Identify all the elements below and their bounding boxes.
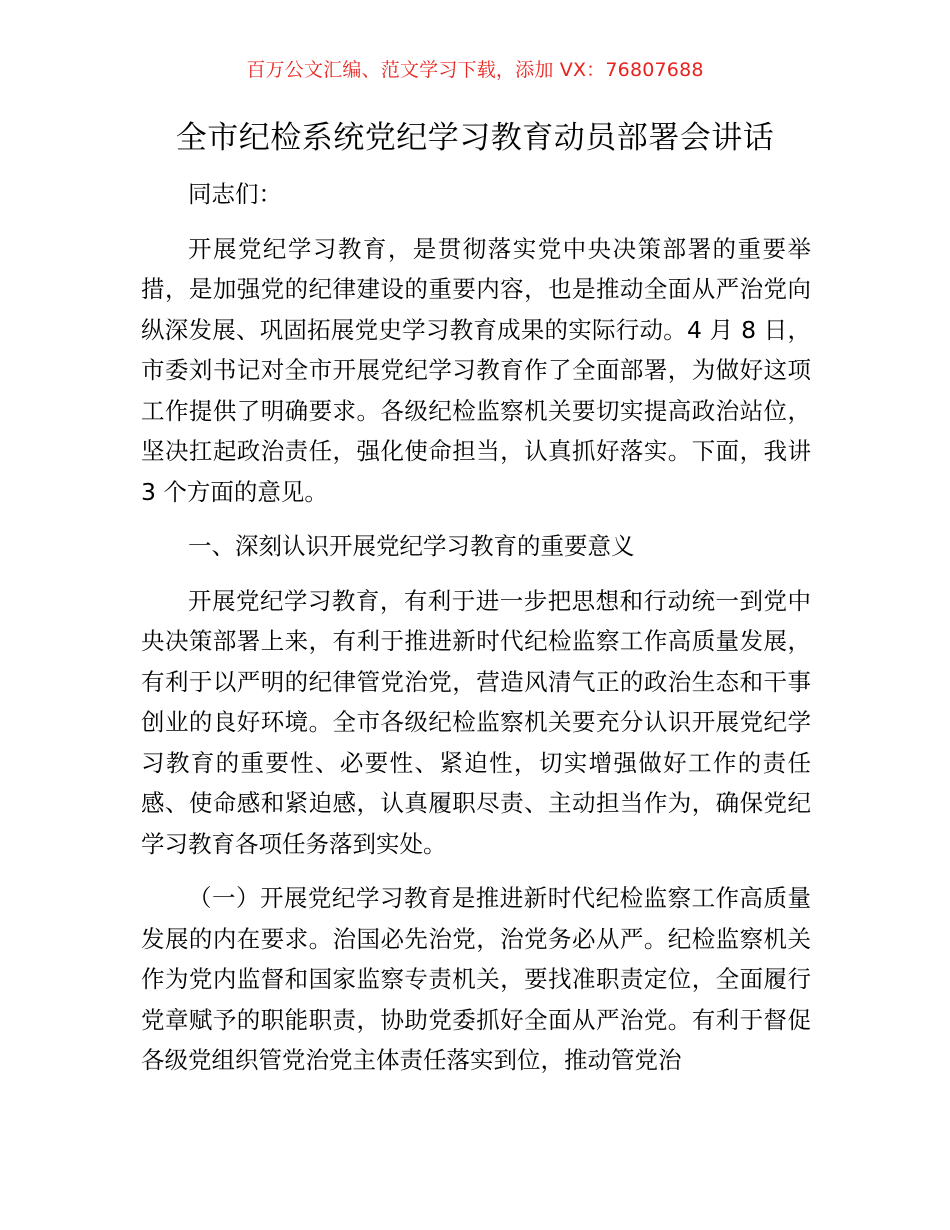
greeting: 同志们： <box>188 180 282 208</box>
document-title: 全市纪检系统党纪学习教育动员部署会讲话 <box>175 120 775 156</box>
section-heading-1: 一、深刻认识开展党纪学习教育的重要意义 <box>188 532 635 560</box>
watermark-header: 百万公文汇编、范文学习下载，添加 VX：76807688 <box>246 59 704 81</box>
document-body <box>141 174 811 1081</box>
paragraph-subsection-1: （一）开展党纪学习教育是推进新时代纪检监察工作高质量发展的内在要求。治国必先治党，治党务必从严。纪检监察机关作为党内监督和国家监察专责机关，要找准职责定位，全面履行党章赋予的职能职责，协助党委抓好全面从严治党。有利于督促各级党组织管党治党主体责任落实到位，推动管党治 <box>141 884 811 1074</box>
paragraph-intro: 开展党纪学习教育，是贯彻落实党中央决策部署的重要举措，是加强党的纪律建设的重要内容，也是推动全面从严治党向纵深发展、巩固拓展党史学习教育成果的实际行动。4 月 8 日，市委刘书记对全市开展党纪学习教育作了全面部署，为做好这项工作提供了明确要求。各级纪检监察机关要切实提高政治站位，坚决扛起政治责任，强化使命担当，认真抓好落实。下面，我讲 3 个方面的意见。 <box>141 234 811 506</box>
paragraph-significance: 开展党纪学习教育，有利于进一步把思想和行动统一到党中央决策部署上来，有利于推进新时代纪检监察工作高质量发展，有利于以严明的纪律管党治党，营造风清气正的政治生态和干事创业的良好环境。全市各级纪检监察机关要充分认识开展党纪学习教育的重要性、必要性、紧迫性，切实增强做好工作的责任感、使命感和紧迫感，认真履职尽责、主动担当作为，确保党纪学习教育各项任务落到实处。 <box>141 586 811 858</box>
